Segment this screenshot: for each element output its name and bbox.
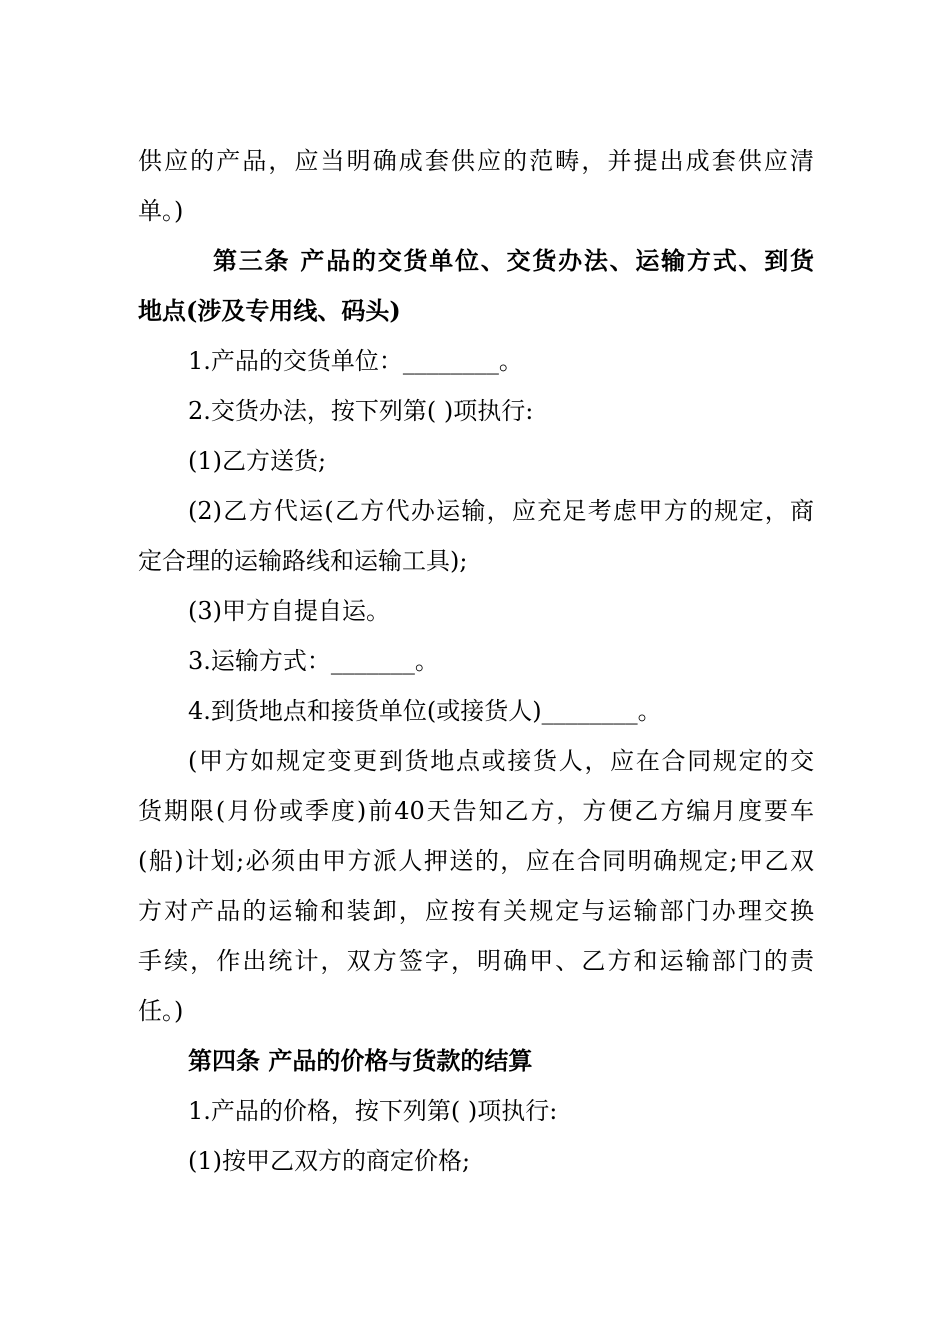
list-item: (1)按甲乙双方的商定价格; [188, 1147, 471, 1175]
article-3-heading-cont: 地点(涉及专用线、码头) [138, 296, 401, 325]
note-paragraph-line: 方对产品的运输和装卸，应按有关规定与运输部门办理交换 [138, 897, 814, 925]
paragraph-line: 单。) [138, 197, 184, 225]
note-paragraph-line: 手续，作出统计，双方签字，明确甲、乙方和运输部门的责 [138, 947, 814, 975]
list-item: (2)乙方代运(乙方代办运输，应充足考虑甲方的规定，商 [188, 497, 814, 525]
paragraph-line: 定合理的运输路线和运输工具); [138, 547, 468, 575]
note-paragraph-line: 任。) [138, 997, 184, 1025]
paragraph-line: 供应的产品，应当明确成套供应的范畴，并提出成套供应清 [138, 147, 814, 175]
list-item: 3.运输方式：_______。 [188, 647, 439, 675]
list-item: 2.交货办法，按下列第( )项执行: [188, 397, 534, 425]
list-item: 1.产品的价格，按下列第( )项执行: [188, 1097, 558, 1125]
article-3-heading: 第三条 产品的交货单位、交货办法、运输方式、到货 [213, 246, 814, 275]
list-item: (3)甲方自提自运。 [188, 597, 390, 625]
list-item: 1.产品的交货单位：________。 [188, 347, 523, 375]
list-item: 4.到货地点和接货单位(或接货人)________。 [188, 697, 662, 725]
article-4-heading: 第四条 产品的价格与货款的结算 [188, 1046, 533, 1075]
note-paragraph-line: (甲方如规定变更到货地点或接货人，应在合同规定的交 [188, 747, 814, 775]
note-paragraph-line: (船)计划;必须由甲方派人押送的，应在合同明确规定;甲乙双 [138, 847, 814, 875]
note-paragraph-line: 货期限(月份或季度)前40天告知乙方，方便乙方编月度要车 [138, 797, 814, 825]
list-item: (1)乙方送货; [188, 447, 327, 475]
